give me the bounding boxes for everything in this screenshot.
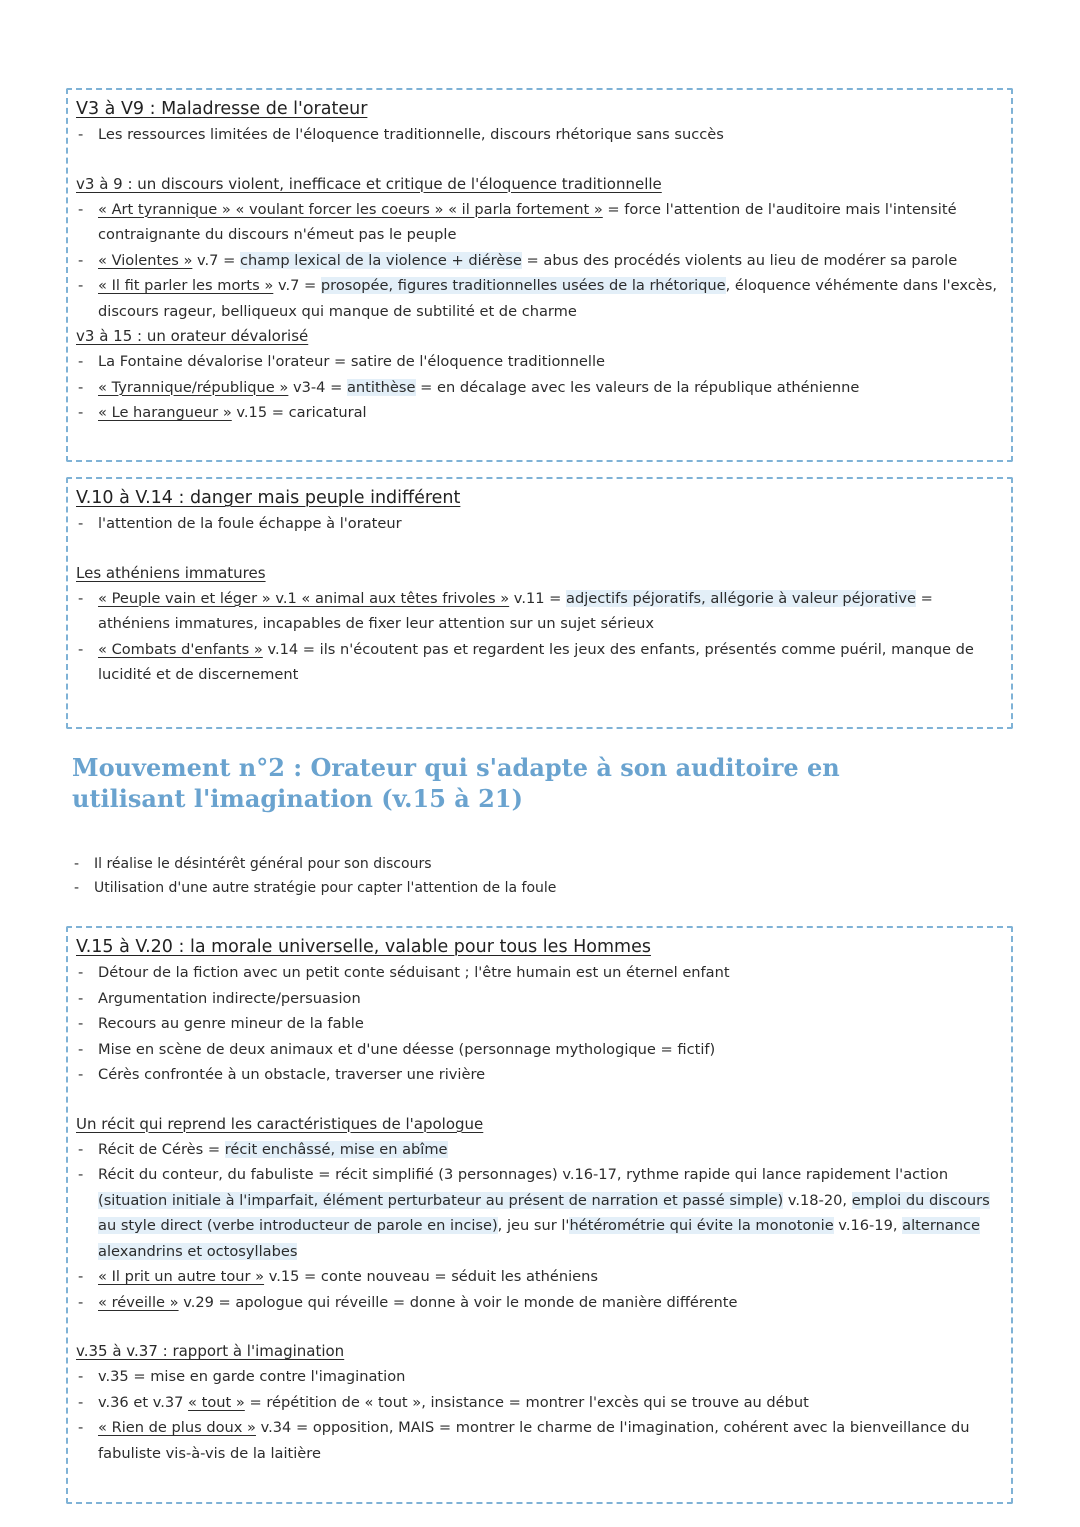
list-item: - Recours au genre mineur de la fable	[76, 1011, 1003, 1037]
mouvement-list	[72, 852, 972, 900]
list-item: - « Il fit parler les morts » v.7 = prosopée, figures traditionnelles usées de la rhétorique, éloquence véhémente dans l'excès, discours rageur, belliqueux qui manque de subtilité et de charme	[76, 273, 1003, 324]
list-item: - l'attention de la foule échappe à l'orateur	[76, 511, 1003, 537]
list-item: - Détour de la fiction avec un petit conte séduisant ; l'être humain est un éternel enfant	[76, 960, 1003, 986]
section-title: v3 à 9 : un discours violent, inefficace et critique de l'éloquence traditionnelle	[76, 174, 662, 193]
list-item: - Il réalise le désintérêt général pour son discours	[72, 852, 972, 876]
section-title: Un récit qui reprend les caractéristiques de l'apologue	[76, 1114, 484, 1133]
list-item: - « Peuple vain et léger » v.1 « animal aux têtes frivoles » v.11 = adjectifs péjoratifs, allégorie à valeur péjorative = athéniens immatures, incapables de fixer leur attention sur un sujet sérieux	[76, 586, 1003, 637]
list-item: - Les ressources limitées de l'éloquence traditionnelle, discours rhétorique sans succès	[76, 122, 1003, 148]
note-box-2	[66, 477, 1013, 729]
section-list	[76, 349, 1003, 426]
mouvement-notes	[72, 852, 972, 900]
section-list	[76, 586, 1003, 688]
list-item: - Cérès confrontée à un obstacle, traverser une rivière	[76, 1062, 1003, 1088]
list-item: - « Violentes » v.7 = champ lexical de la violence + diérèse = abus des procédés violents au lieu de modérer sa parole	[76, 248, 1003, 274]
section-title: v.35 à v.37 : rapport à l'imagination	[76, 1342, 345, 1360]
box-heading: V.15 à V.20 : la morale universelle, valable pour tous les Hommes	[76, 937, 651, 957]
list-item: - La Fontaine dévalorise l'orateur = satire de l'éloquence traditionnelle	[76, 349, 1003, 375]
list-item: - « Rien de plus doux » v.34 = opposition, MAIS = montrer le charme de l'imagination, cohérent avec la bienveillance du fabuliste vis-à-vis de la laitière	[76, 1415, 1003, 1466]
intro-list	[76, 511, 1003, 537]
section-title: Les athéniens immatures	[76, 563, 266, 582]
intro-list	[76, 122, 1003, 148]
list-item: - v.35 = mise en garde contre l'imagination	[76, 1364, 1003, 1390]
list-item: - Utilisation d'une autre stratégie pour capter l'attention de la foule	[72, 876, 972, 900]
note-box-3	[66, 926, 1013, 1504]
list-item: - « Le harangueur » v.15 = caricatural	[76, 400, 1003, 426]
intro-list	[76, 960, 1003, 1088]
list-item: - Mise en scène de deux animaux et d'une déesse (personnage mythologique = fictif)	[76, 1037, 1003, 1063]
list-item: - « réveille » v.29 = apologue qui réveille = donne à voir le monde de manière différente	[76, 1290, 1003, 1316]
list-item: - Argumentation indirecte/persuasion	[76, 986, 1003, 1012]
list-item: - « Tyrannique/république » v3-4 = antithèse = en décalage avec les valeurs de la république athénienne	[76, 375, 1003, 401]
note-box-1	[66, 88, 1013, 462]
box-heading: V3 à V9 : Maladresse de l'orateur	[76, 99, 368, 119]
list-item: - « Art tyrannique » « voulant forcer les coeurs » « il parla fortement » = force l'attention de l'auditoire mais l'intensité contraignante du discours n'émeut pas le peuple	[76, 197, 1003, 248]
section-list	[76, 197, 1003, 325]
list-item: - Récit de Cérès = récit enchâssé, mise en abîme	[76, 1137, 1003, 1163]
list-item: - Récit du conteur, du fabuliste = récit simplifié (3 personnages) v.16-17, rythme rapide qui lance rapidement l'action (situation initiale à l'imparfait, élément perturbateur au présent de narration et passé simple) v.18-20, emploi du discours au style direct (verbe introducteur de parole en incise), jeu sur l'hétérométrie qui évite la monotonie v.16-19, alternance alexandrins et octosyllabes	[76, 1162, 1003, 1264]
list-item: - « Il prit un autre tour » v.15 = conte nouveau = séduit les athéniens	[76, 1264, 1003, 1290]
section-list	[76, 1137, 1003, 1316]
section-title: v3 à 15 : un orateur dévalorisé	[76, 327, 309, 345]
list-item: - « Combats d'enfants » v.14 = ils n'écoutent pas et regardent les jeux des enfants, présentés comme puéril, manque de lucidité et de discernement	[76, 637, 1003, 688]
section-list	[76, 1364, 1003, 1466]
box-heading: V.10 à V.14 : danger mais peuple indifférent	[76, 488, 461, 508]
list-item: - v.36 et v.37 « tout » = répétition de « tout », insistance = montrer l'excès qui se trouve au début	[76, 1390, 1003, 1416]
mouvement-title: Mouvement n°2 : Orateur qui s'adapte à son auditoire en utilisant l'imagination (v.15 à 21)	[72, 753, 840, 813]
